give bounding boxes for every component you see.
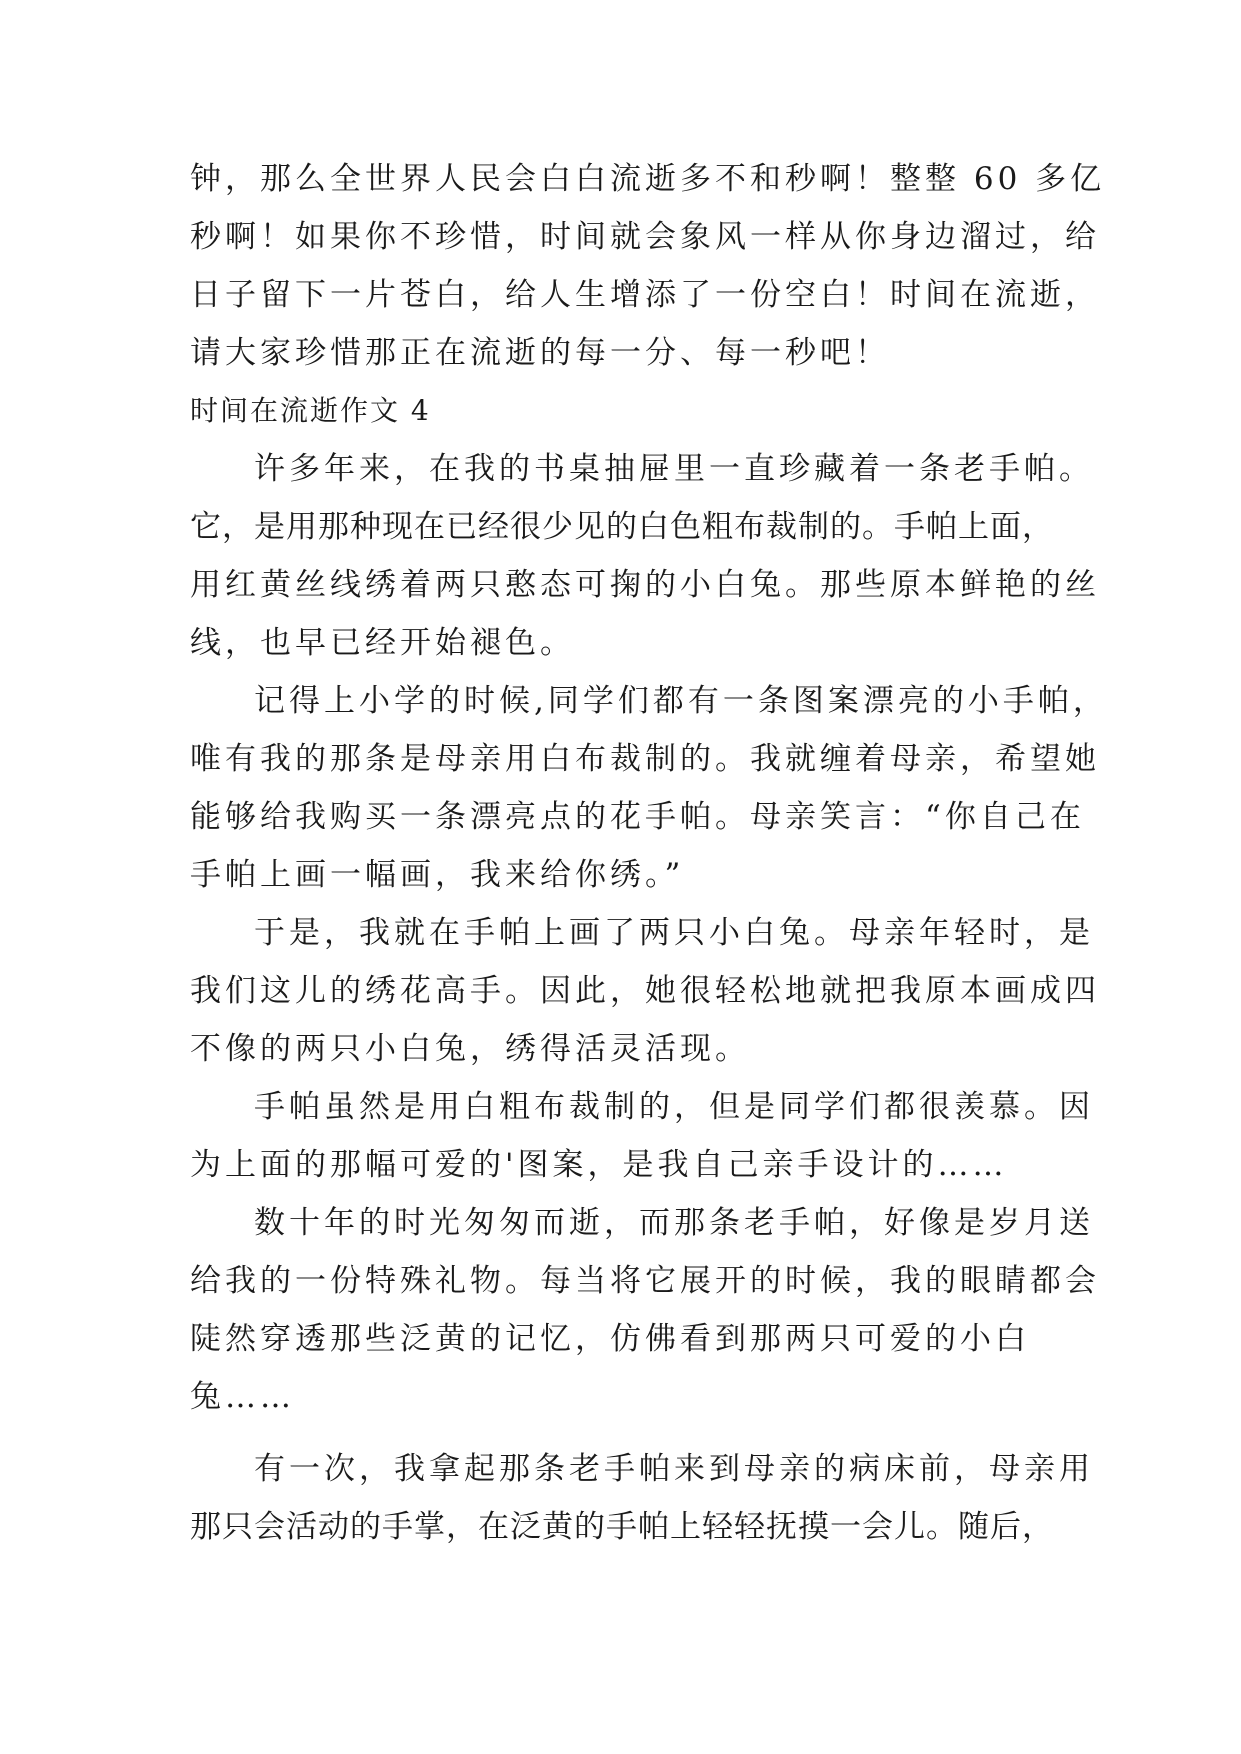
essay-title: 时间在流逝作文 4 [190, 394, 431, 427]
text-line: 给我的一份特殊礼物。每当将它展开的时候，我的眼睛都会 [190, 1263, 1100, 1299]
paragraph-start: 手帕虽然是用白粗布裁制的，但是同学们都很羡慕。因 [254, 1089, 1094, 1125]
paragraph-start: 于是，我就在手帕上画了两只小白兔。母亲年轻时，是 [254, 915, 1094, 951]
text-line: 线，也早已经开始褪色。 [190, 625, 575, 661]
paragraph-start: 有一次，我拿起那条老手帕来到母亲的病床前，母亲用 [254, 1451, 1094, 1487]
text-line: 秒啊！如果你不珍惜，时间就会象风一样从你身边溜过，给 [190, 219, 1100, 255]
paragraph-start: 记得上小学的时候,同学们都有一条图案漂亮的小手帕， [254, 683, 1108, 719]
paragraph-start: 数十年的时光匆匆而逝，而那条老手帕，好像是岁月送 [254, 1205, 1094, 1241]
text-line: 陡然穿透那些泛黄的记忆，仿佛看到那两只可爱的小白 [190, 1321, 1030, 1357]
paragraph-start: 许多年来，在我的书桌抽屉里一直珍藏着一条老手帕。 [254, 451, 1094, 487]
text-line: 唯有我的那条是母亲用白布裁制的。我就缠着母亲，希望她 [190, 741, 1100, 777]
text-line: 我们这儿的绣花高手。因此，她很轻松地就把我原本画成四 [190, 973, 1100, 1009]
text-line: 不像的两只小白兔，绣得活灵活现。 [190, 1031, 750, 1067]
text-line: 手帕上画一幅画，我来给你绣。” [190, 857, 685, 893]
text-line: 能够给我购买一条漂亮点的花手帕。母亲笑言：“你自己在 [190, 799, 1085, 835]
text-line: 请大家珍惜那正在流逝的每一分、每一秒吧！ [190, 335, 890, 371]
text-line: 那只会活动的手掌，在泛黄的手帕上轻轻抚摸一会儿。随后， [190, 1509, 1054, 1545]
text-line: 日子留下一片苍白，给人生增添了一份空白！时间在流逝， [190, 277, 1100, 313]
text-line: 为上面的那幅可爱的'图案，是我自己亲手设计的…… [190, 1147, 1008, 1183]
document-page [190, 150, 1108, 1556]
text-line: 钟，那么全世界人民会白白流逝多不和秒啊！整整 60 多亿 [190, 161, 1106, 197]
text-line: 它，是用那种现在已经很少见的白色粗布裁制的。手帕上面， [190, 509, 1054, 545]
text-line: 用红黄丝线绣着两只憨态可掬的小白兔。那些原本鲜艳的丝 [190, 567, 1100, 603]
text-line: 兔…… [190, 1379, 295, 1415]
